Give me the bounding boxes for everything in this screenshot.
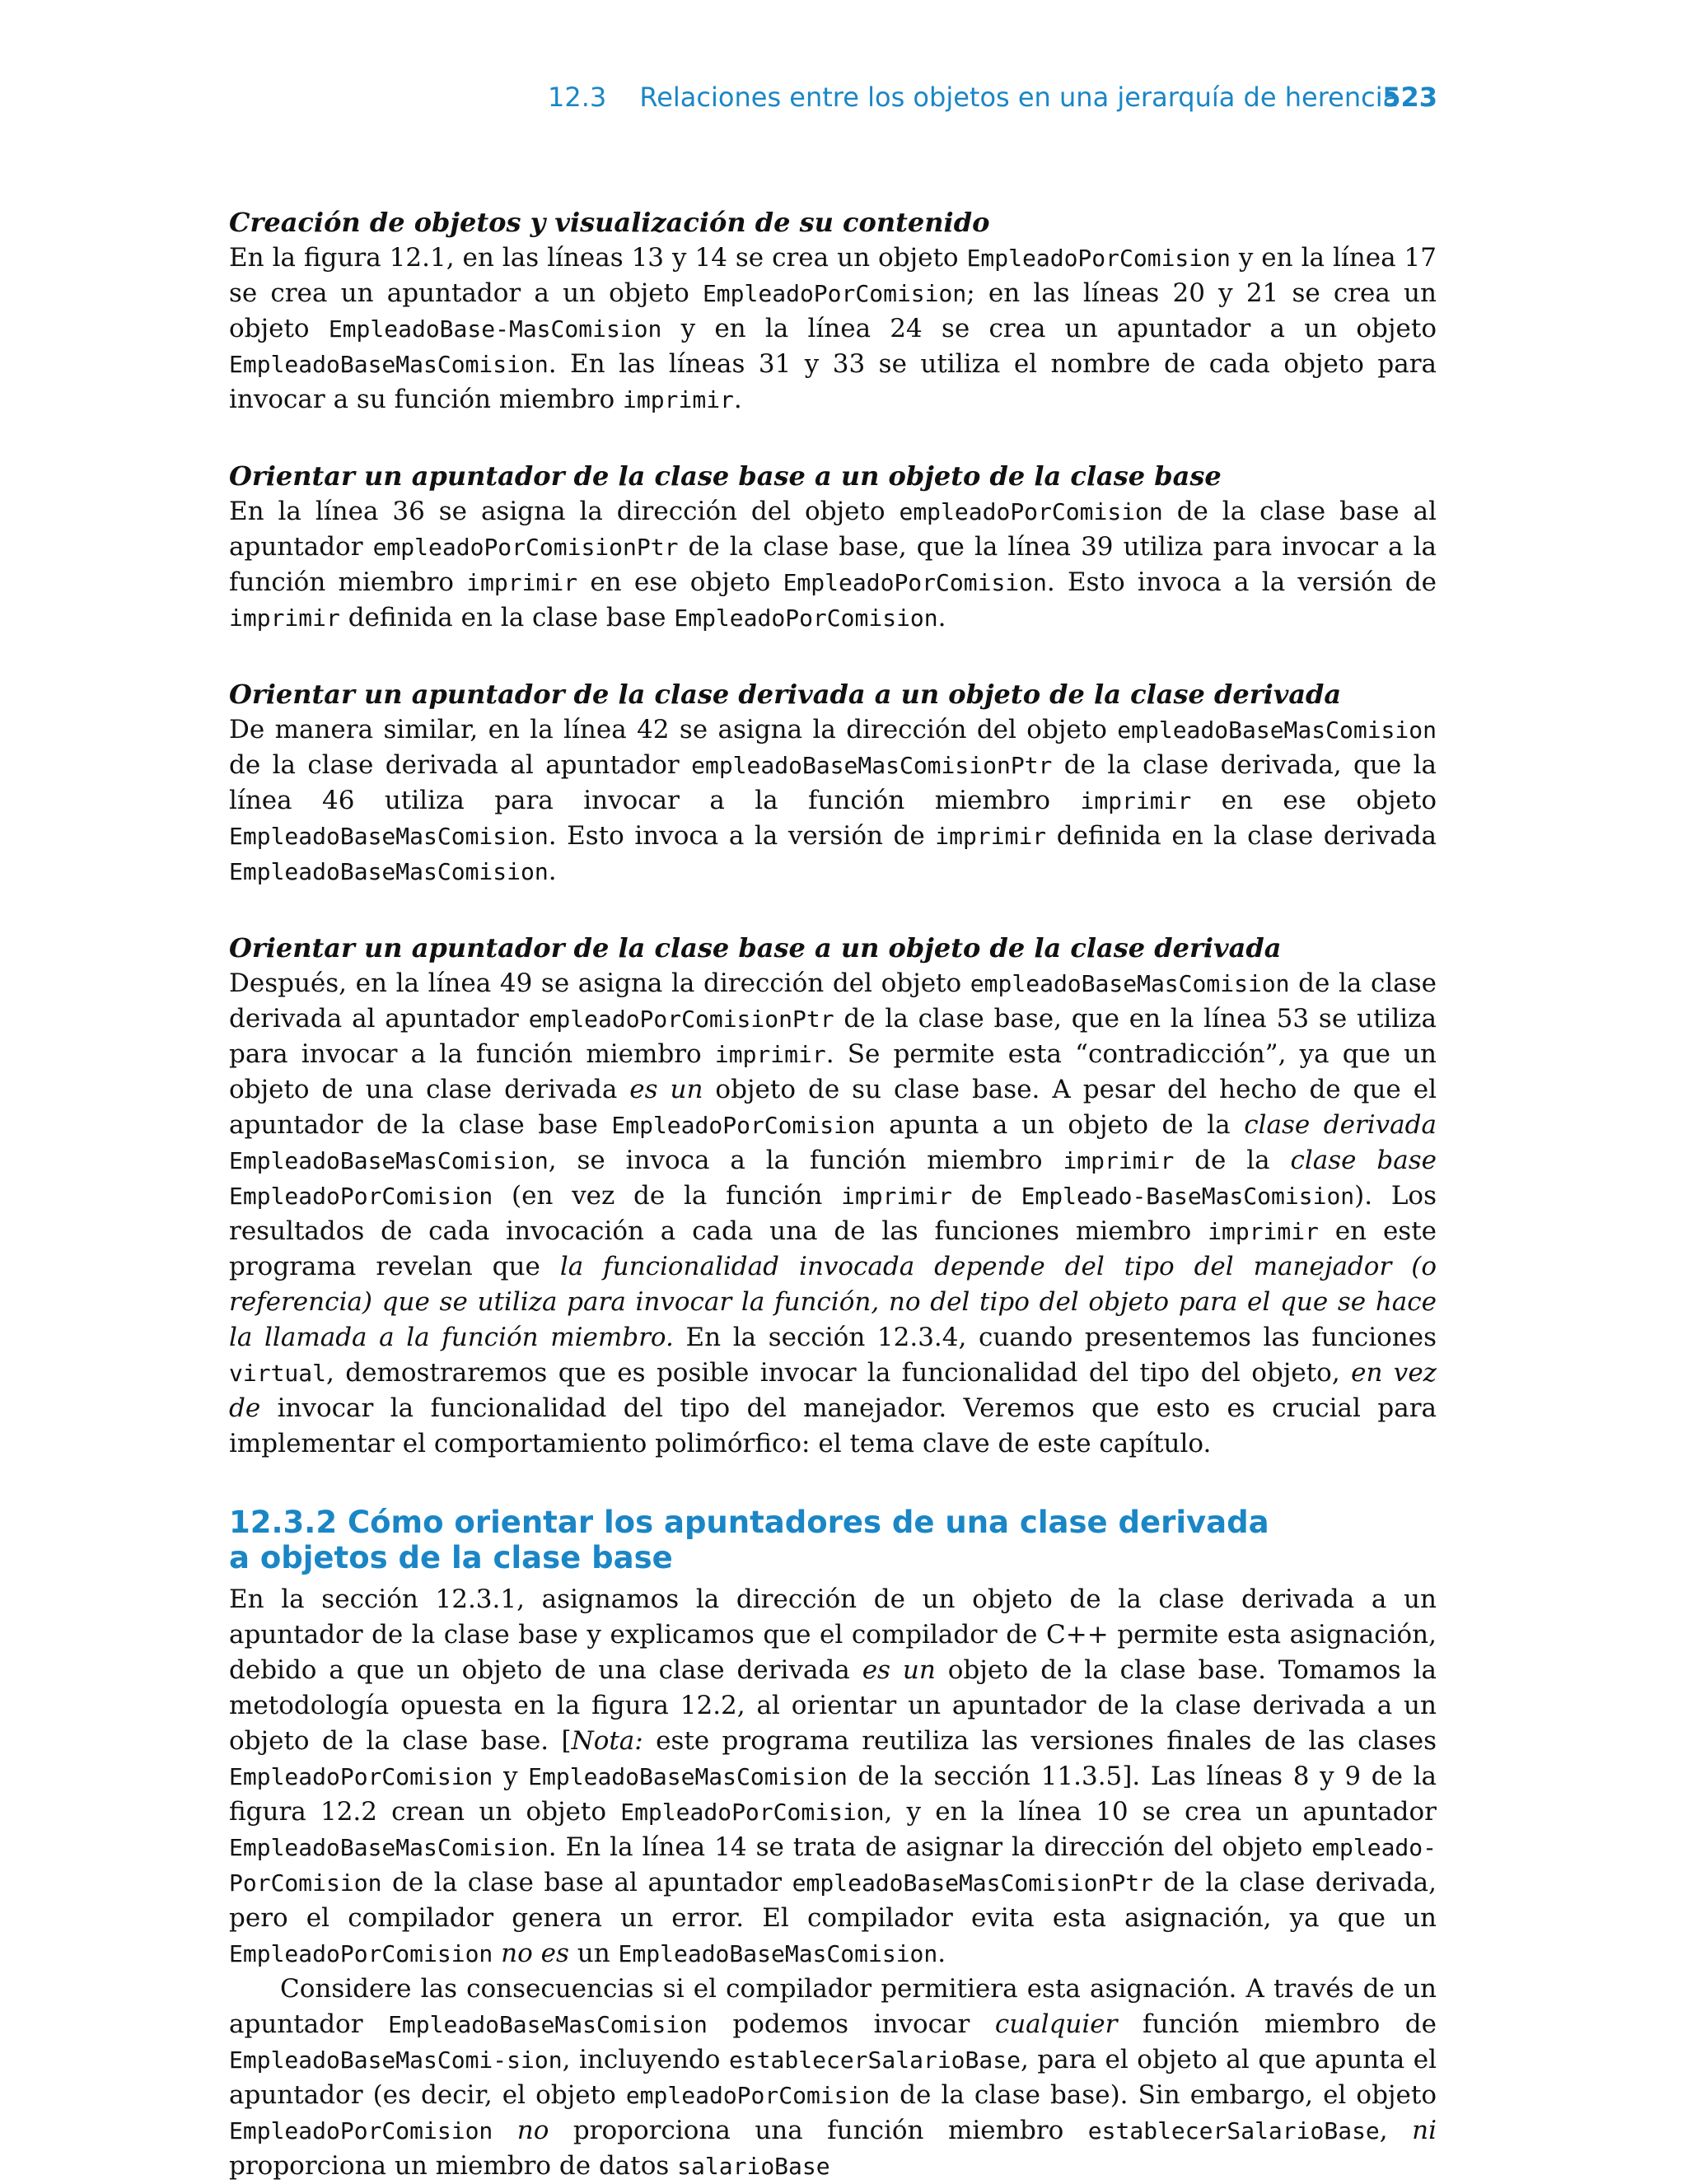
paragraph: En la sección 12.3.1, asignamos la dirección de un objeto de la clase derivada a un apuntador de la clase base y explicamos que el compilador de C++ permite esta asignación, debido a que un objeto de una clase derivada es un objeto de la clase base. Tomamos la metodología opuesta en la figura 12.2, al orientar un apuntador de la clase derivada a un objeto de la clase base. [Nota: este programa reutiliza las versiones finales de las clases EmpleadoPorComision y EmpleadoBaseMasComision de la sección 11.3.5]. Las líneas 8 y 9 de la figura 12.2 crean un objeto EmpleadoPorComision, y en la línea 10 se crea un apuntador EmpleadoBaseMasComision. En la línea 14 se trata de asignar la dirección del objeto empleado-PorComision de la clase base al apuntador empleadoBaseMasComisionPtr de la clase derivada, pero el compilador genera un error. El compilador evita esta asignación, ya que un EmpleadoPorComision no es un EmpleadoBaseMasComision. [229,1584,1437,1968]
emphasis: no es [501,1939,569,1968]
section-heading-line: a objetos de la clase base [229,1540,673,1575]
code-identifier: imprimir [841,1183,952,1210]
code-identifier: imprimir [1063,1147,1175,1174]
code-identifier: empleadoBaseMasComisionPtr [691,752,1053,779]
code-identifier: EmpleadoPorComision [229,1763,493,1790]
code-identifier: EmpleadoPorComision [229,1940,493,1967]
code-identifier: EmpleadoBaseMasComision [528,1763,848,1790]
emphasis: clase derivada [1244,1110,1437,1140]
subsection-heading: Creación de objetos y visualización de su contenido [229,207,990,238]
code-identifier: EmpleadoBaseMasComision [229,823,549,850]
code-identifier: imprimir [1208,1218,1319,1245]
code-identifier: empleadoBaseMasComision [1117,716,1437,744]
emphasis: en vez de [229,1358,1437,1423]
code-identifier: EmpleadoPorComision [620,1799,885,1826]
running-head [494,79,1437,115]
subsection-block [229,676,1437,889]
code-identifier: EmpleadoPorComision [229,2117,493,2144]
code-identifier: EmpleadoPorComision [966,245,1231,272]
subsection-block [229,204,1437,418]
code-identifier: imprimir [935,823,1047,850]
running-head-section-title: Relaciones entre los objetos en una jerarquía de herencia [639,82,1400,113]
subsection-heading: Orientar un apuntador de la clase base a un objeto de la clase derivada [229,932,1282,964]
code-identifier: empleado-PorComision [229,1834,1437,1897]
code-identifier: EmpleadoPorComision [611,1112,876,1139]
code-identifier: empleadoPorComision [625,2082,890,2109]
emphasis: cualquier [994,2009,1118,2039]
code-identifier: empleadoBaseMasComision [970,970,1290,997]
code-identifier: EmpleadoPorComision [702,280,967,307]
section-heading-line: 12.3.2 Cómo orientar los apuntadores de una clase derivada [229,1505,1269,1540]
code-identifier: EmpleadoPorComision [783,569,1047,596]
code-identifier: empleadoPorComision [899,498,1163,525]
paragraph: Considere las consecuencias si el compilador permitiera esta asignación. A través de un apuntador EmpleadoBaseMasComision podemos invocar cualquier función miembro de EmpleadoBaseMasComi-sion, incluyendo establecerSalarioBase, para el objeto al que apunta el apuntador (es decir, el objeto empleadoPorComision de la clase base). Sin embargo, el objeto EmpleadoPorComision no proporciona una función miembro establecerSalarioBase, ni proporciona un miembro de datos salarioBase [229,1974,1437,2181]
subsection-block [229,458,1437,636]
emphasis: clase base [1290,1146,1437,1175]
code-identifier: EmpleadoBase-MasComision [328,315,662,343]
code-identifier: imprimir [623,386,734,413]
section-heading [229,1505,1437,1575]
page-number: 523 [1382,82,1437,113]
subsection-heading: Orientar un apuntador de la clase derivada a un objeto de la clase derivada [229,679,1342,710]
emphasis: Nota: [571,1726,643,1756]
running-head-section-number: 12.3 [548,82,607,113]
emphasis: es un [629,1075,703,1104]
code-identifier: EmpleadoBaseMasComision [388,2011,708,2038]
code-identifier: salarioBase [677,2153,830,2180]
code-identifier: EmpleadoBaseMasComision [618,1940,938,1967]
code-identifier: EmpleadoBaseMasComision [229,1834,549,1861]
emphasis: ni [1412,2116,1437,2145]
subsection-heading: Orientar un apuntador de la clase base a un objeto de la clase base [229,460,1222,492]
emphasis: no [516,2116,549,2145]
page-content [229,204,1437,2184]
code-identifier: empleadoPorComisionPtr [528,1006,834,1033]
paragraph: De manera similar, en la línea 42 se asigna la dirección del objeto empleadoBaseMasComision de la clase derivada al apuntador empleadoBaseMasComisionPtr de la clase derivada, que la línea 46 utiliza para invocar a la función miembro imprimir en ese objeto EmpleadoBaseMasComision. Esto invoca a la versión de imprimir definida en la clase derivada EmpleadoBaseMasComision. [229,715,1437,886]
code-identifier: imprimir [714,1041,826,1068]
emphasis: la funcionalidad invocada depende del tipo del manejador (o referencia) que se utiliza para invocar la función, no del tipo del objeto para el que se hace la llamada a la función miembro. [229,1252,1437,1352]
code-identifier: imprimir [1080,787,1192,814]
code-identifier: EmpleadoBaseMasComision [229,858,549,885]
paragraph: En la figura 12.1, en las líneas 13 y 14 se crea un objeto EmpleadoPorComision y en la línea 17 se crea un apuntador a un objeto EmpleadoPorComision; en las líneas 20 y 21 se crea un objeto EmpleadoBase-MasComision y en la línea 24 se crea un apuntador a un objeto EmpleadoBaseMasComision. En las líneas 31 y 33 se utiliza el nombre de cada objeto para invocar a su función miembro imprimir. [229,243,1437,414]
paragraph: Después, en la línea 49 se asigna la dirección del objeto empleadoBaseMasComision de la clase derivada al apuntador empleadoPorComisionPtr de la clase base, que en la línea 53 se utiliza para invocar a la función miembro imprimir. Se permite esta “contradicción”, ya que un objeto de una clase derivada es un objeto de su clase base. A pesar del hecho de que el apuntador de la clase base EmpleadoPorComision apunta a un objeto de la clase derivada EmpleadoBaseMasComision, se invoca a la función miembro imprimir de la clase base EmpleadoPorComision (en vez de la función imprimir de Empleado-BaseMasComision). Los resultados de cada invocación a cada una de las funciones miembro imprimir en este programa revelan que la funcionalidad invocada depende del tipo del manejador (o referencia) que se utiliza para invocar la función, no del tipo del objeto para el que se hace la llamada a la función miembro. En la sección 12.3.4, cuando presentemos las funciones virtual, demostraremos que es posible invocar la funcionalidad del tipo del objeto, en vez de invocar la funcionalidad del tipo del manejador. Veremos que esto es crucial para implementar el comportamiento polimórfico: el tema clave de este capítulo. [229,968,1437,1458]
code-identifier: EmpleadoPorComision [674,604,938,632]
code-identifier: establecerSalarioBase [1087,2117,1380,2144]
code-identifier: EmpleadoBaseMasComi-sion [229,2046,563,2074]
code-identifier: establecerSalarioBase [728,2046,1021,2074]
code-identifier: empleadoBaseMasComisionPtr [792,1869,1153,1897]
code-identifier: EmpleadoBaseMasComision [229,351,549,378]
code-identifier: EmpleadoBaseMasComision [229,1147,549,1174]
code-identifier: EmpleadoPorComision [229,1183,493,1210]
emphasis: es un [862,1655,936,1685]
subsection-block [229,930,1437,1462]
paragraph: En la línea 36 se asigna la dirección del objeto empleadoPorComision de la clase base al apuntador empleadoPorComisionPtr de la clase base, que la línea 39 utiliza para invocar a la función miembro imprimir en ese objeto EmpleadoPorComision. Esto invoca a la versión de imprimir definida en la clase base EmpleadoPorComision. [229,497,1437,632]
code-identifier: Empleado-BaseMasComision [1021,1183,1355,1210]
code-identifier: empleadoPorComisionPtr [372,534,679,561]
code-identifier: virtual [229,1360,327,1387]
code-identifier: imprimir [466,569,578,596]
code-identifier: imprimir [229,604,340,632]
